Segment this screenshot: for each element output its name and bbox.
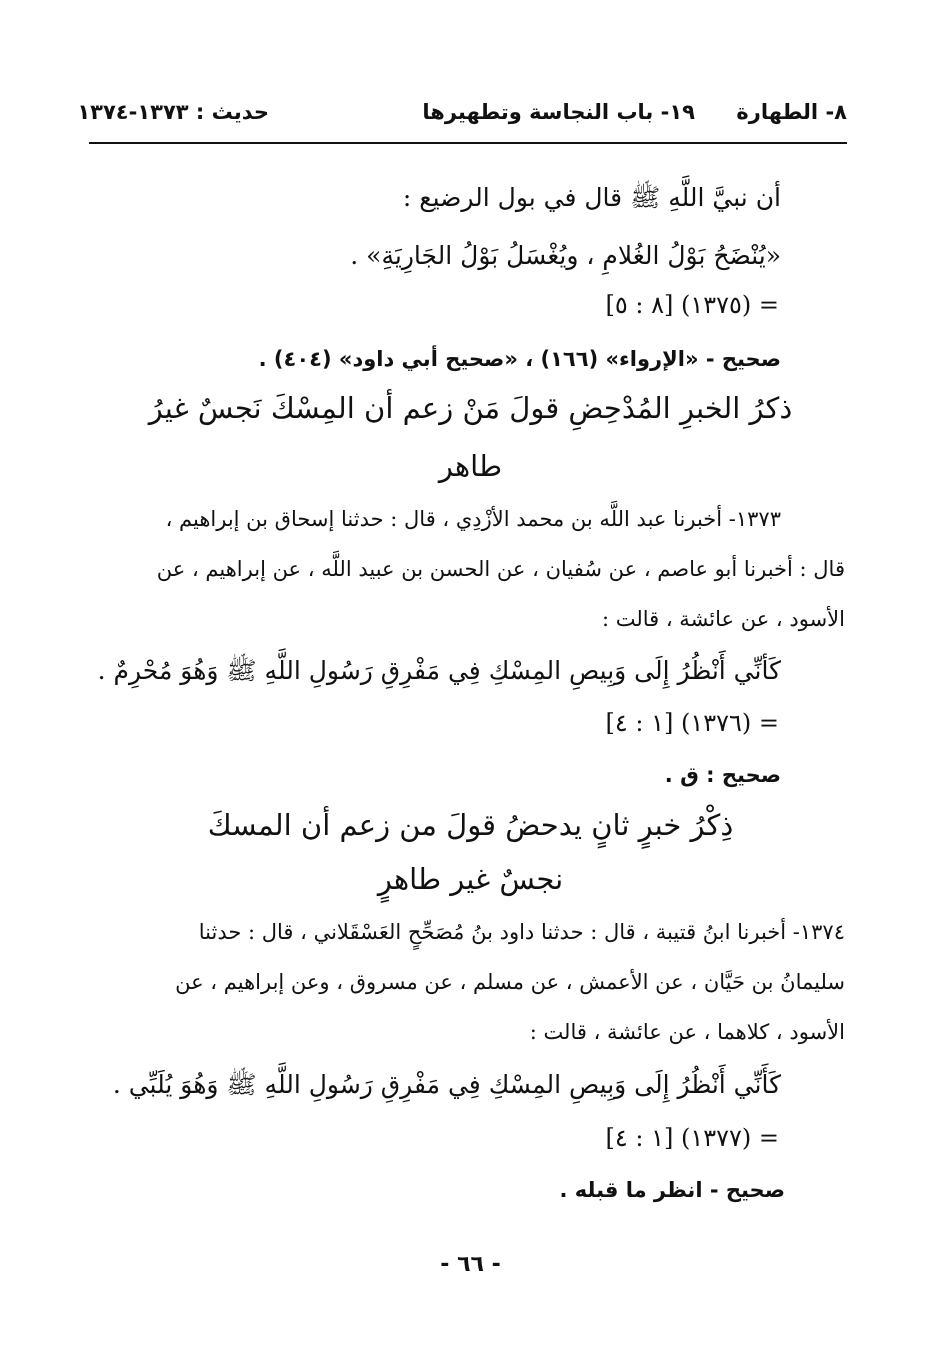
heading-1-line-1: ذكرُ الخبرِ المُدْحِضِ قولَ مَنْ زعم أن المِسْكَ نَجسٌ غيرُ <box>148 391 793 425</box>
isnad-1374-line-2: سليمانُ بن حَيَّان ، عن الأعمش ، عن مسلم ، عن مسروق ، وعن إبراهيم ، عن <box>175 970 845 994</box>
ref-1375: = (١٣٧٥) [٨ : ٥] <box>605 291 779 319</box>
isnad-1373-line-2: قال : أخبرنا أبو عاصم ، عن سُفيان ، عن الحسن بن عبيد اللَّه ، عن إبراهيم ، عن <box>156 557 845 581</box>
ref-1377: = (١٣٧٧) [١ : ٤] <box>605 1124 779 1152</box>
grade-1375: صحيح - «الإرواء» (١٦٦) ، «صحيح أبي داود» (٤٠٤) . <box>258 347 781 371</box>
ref-1376: = (١٣٧٦) [١ : ٤] <box>605 709 779 737</box>
header-hadith-range: حديث : ١٣٧٣-١٣٧٤ <box>77 100 269 124</box>
heading-2-line-1: ذِكْرُ خبرٍ ثانٍ يدحضُ قولَ من زعم أن المسكَ <box>207 808 734 842</box>
grade-1377: صحيح - انظر ما قبله . <box>559 1178 785 1202</box>
isnad-1374-line-3: الأسود ، كلاهما ، عن عائشة ، قالت : <box>529 1020 845 1044</box>
heading-2-line-2: نجسٌ غير طاهرٍ <box>377 862 564 896</box>
matn-1376: كَأنِّي أَنْظُرُ إِلَى وَبِيصِ المِسْكِ فِي مَفْرِقِ رَسُولِ اللَّهِ ﷺ وَهُوَ مُحْرِمٌ . <box>97 656 781 685</box>
isnad-1373-line-1: ١٣٧٣- أخبرنا عبد اللَّه بن محمد الأزْدِي ، قال : حدثنا إسحاق بن إبراهيم ، <box>165 507 781 531</box>
matn-1375: «يُنْضَحُ بَوْلُ الغُلامِ ، ويُغْسَلُ بَوْلُ الجَارِيَةِ» . <box>350 241 781 270</box>
matn-1377: كَأَنِّي أَنْظُرُ إِلَى وَبِيصِ المِسْكِ فِي مَفْرِقِ رَسُولِ اللَّهِ ﷺ وَهُوَ يُلَبِّي . <box>112 1070 781 1099</box>
header-bab: ١٩- باب النجاسة وتطهيرها <box>422 100 695 124</box>
grade-1376: صحيح : ق . <box>664 763 781 787</box>
heading-1-line-2: طاهر <box>438 449 503 483</box>
header-rule <box>89 142 847 144</box>
intro-line: أن نبيَّ اللَّهِ ﷺ قال في بول الرضيع : <box>402 183 781 212</box>
isnad-1374-line-1: ١٣٧٤- أخبرنا ابنُ قتيبة ، قال : حدثنا داود بنُ مُصَحِّحٍ العَسْقَلاني ، قال : حدثنا <box>198 920 845 944</box>
header-chapter: ٨- الطهارة <box>736 100 847 124</box>
isnad-1373-line-3: الأسود ، عن عائشة ، قالت : <box>601 607 845 631</box>
page-number: - ٦٦ - <box>440 1252 501 1277</box>
